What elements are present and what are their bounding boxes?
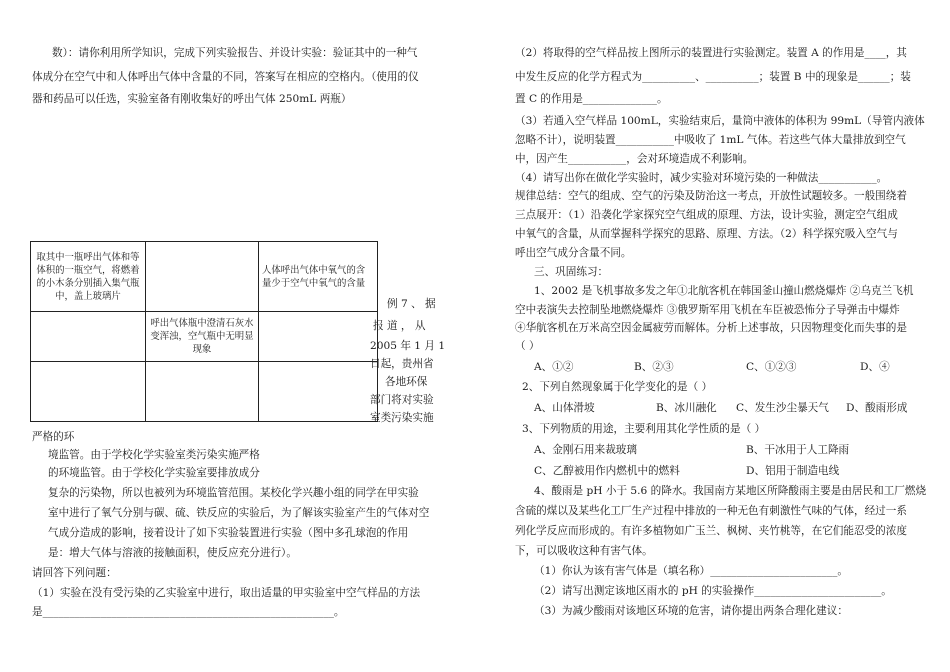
question-line: 3、下列物质的用途，主要利用其化学性质的是（ ） — [522, 423, 766, 435]
question-line: 空中表演失去控制坠地燃烧爆炸 ③俄罗斯军用飞机在车臣被恐怖分子导弹击中爆炸 — [515, 304, 900, 316]
question-line: （2）请写出测定该地区雨水的 pH 的实验操作________________________。 — [534, 585, 892, 597]
option-b: B、②③ — [634, 361, 674, 373]
body-line: 境监管。由于学校化学实验室类污染实施严格 — [48, 449, 260, 461]
section-heading: 三、巩固练习： — [534, 266, 609, 278]
intro-line: 体成分在空气中和人体呼出气体中含量的不同，答案写在相应的空格内。（使用的仪 — [32, 71, 419, 83]
option-a: A、山体滑坡 — [534, 402, 595, 414]
option-b: B、冰川融化 — [656, 402, 717, 414]
summary-line: 中氧气的含量，从而掌握科学探究的思路、原理、方法。（2）科学探究吸入空气与 — [515, 228, 898, 240]
question-line: （2）将取得的空气样品按上图所示的装置进行实验测定。装置 A 的作用是____，其 — [515, 47, 907, 59]
table-cell-method: 取其中一瓶呼出气体和等体积的一瓶空气，将燃着的小木条分别插入集气瓶中，盖上玻璃片 — [31, 242, 146, 312]
intro-line: 数）：请你利用所学知识，完成下列实验报告、并设计实验：验证其中的一种气 — [52, 47, 418, 59]
question-line: 1、2002 是飞机事故多发之年①北航客机在韩国釜山撞山燃烧爆炸 ②乌克兰飞机 — [534, 285, 914, 297]
body-line: 气成分造成的影响，接着设计了如下实验装置进行实验（图中多孔球泡的作用 — [48, 527, 409, 539]
body-line: 请回答下列问题： — [32, 567, 117, 579]
body-line: 的环境监管。由于学校化学实验室要排放成分 — [48, 467, 260, 479]
question-line: （3）若通入空气样品 100mL，实验结束后，量筒中液体的体积为 99mL（导管内液体 — [515, 115, 925, 127]
side-text-line: 2005 年 1 月 1 — [370, 340, 446, 352]
table-cell-conclusion — [259, 362, 378, 422]
question-line: 4、酸雨是 pH 小于 5.6 的降水。我国南方某地区所降酸雨主要是由居民和工厂燃烧 — [534, 485, 927, 497]
question-line: 置 C 的作用是______________。 — [515, 93, 668, 105]
side-text-line: 报 道 ， 从 — [373, 320, 426, 332]
question-line: （4）请写出你在做化学实验时，减少实验对环境污染的一种做法___________。 — [515, 172, 888, 184]
question-line: 忽略不计），说明装置___________中吸收了 1mL 气体。若这些气体大量排放到空气 — [515, 134, 906, 146]
question-line: 中发生反应的化学方程式为__________、__________；装置 B 中的现象是______；装 — [515, 71, 911, 83]
option-d: D、铝用于制造电线 — [746, 465, 840, 477]
side-text-line: 室类污染实施 — [370, 412, 434, 424]
option-c: C、乙醇被用作内燃机中的燃料 — [534, 465, 680, 477]
table-row — [31, 242, 378, 312]
table-cell-phenomenon — [146, 242, 259, 312]
table-cell-method — [31, 312, 146, 362]
question-line: 下，可以吸收这种有害气体。 — [515, 545, 653, 557]
question-line: （1）你认为该有害气体是（填名称）________________________。 — [534, 565, 848, 577]
question-line: 列化学反应而形成的。有许多植物如广玉兰、枫树、夹竹桃等，在它们能忍受的浓度 — [515, 525, 907, 537]
option-a: A、①② — [534, 361, 574, 373]
table-cell-phenomenon — [146, 362, 259, 422]
option-c: C、发生沙尘暴天气 — [736, 402, 829, 414]
option-d: D、④ — [860, 361, 890, 373]
body-line: 复杂的污染物，所以也被列为环境监管范围。某校化学兴趣小组的同学在甲实验 — [48, 487, 419, 499]
experiment-report-table — [30, 241, 378, 422]
table-row — [31, 362, 378, 422]
table-cell-phenomenon: 呼出气体瓶中澄清石灰水变浑浊，空气瓶中无明显现象 — [146, 312, 259, 362]
intro-line: 器和药品可以任选，实验室备有刚收集好的呼出气体 250mL 两瓶） — [32, 93, 352, 105]
option-b: B、干冰用于人工降雨 — [746, 444, 850, 456]
side-text-line: 各地环保 — [385, 376, 428, 388]
table-cell-conclusion: 人体呼出气体中氧气的含量少于空气中氧气的含量 — [259, 242, 378, 312]
question-line: （3）为减少酸雨对该地区环境的危害，请你提出两条合理化建议： — [534, 605, 848, 617]
body-line: （1）实验在没有受污染的乙实验室中进行，取出适量的甲实验室中空气样品的方法 — [32, 587, 421, 599]
table-row — [31, 312, 378, 362]
body-line: 是_______________________________________________________。 — [32, 606, 345, 618]
option-d: D、酸雨形成 — [846, 402, 908, 414]
summary-line: 三点展开：（1）沿袭化学家探究空气组成的原理、方法，设计实验，测定空气组成 — [515, 209, 898, 221]
side-text-line: 例 7 、 据 — [387, 298, 436, 310]
option-a: A、金刚石用来裁玻璃 — [534, 444, 637, 456]
body-line: 是：增大气体与溶液的接触面积，使反应充分进行）。 — [48, 547, 297, 559]
body-line: 严格的环 — [32, 431, 75, 443]
table-cell-conclusion — [259, 312, 378, 362]
question-line: 含硫的煤以及某些化工厂生产过程中排放的一种无色有刺激性气味的气体，经过一系 — [515, 505, 907, 517]
body-line: 室中进行了氧气分别与碳、硫、铁反应的实验后，为了解该实验室产生的气体对空 — [48, 507, 430, 519]
summary-line: 呼出空气成分含量不同。 — [515, 247, 632, 259]
summary-line: 规律总结：空气的组成、空气的污染及防治这一考点，开放性试题较多。一般围绕着 — [515, 190, 907, 202]
side-text-line: 部门将对实验 — [370, 394, 434, 406]
option-c: C、①②③ — [746, 361, 797, 373]
question-line: 中，因产生___________，会对环境造成不利影响。 — [515, 153, 754, 165]
question-line: 2、下列自然现象属于化学变化的是（ ） — [522, 381, 713, 393]
question-line: ④华航客机在万米高空因金属疲劳而解体。分析上述事故，只因物理变化而失事的是 — [515, 322, 907, 334]
answer-bracket: （ ） — [515, 340, 540, 352]
side-text-line: 日起，贵州省 — [370, 358, 434, 370]
table-cell-method — [31, 362, 146, 422]
